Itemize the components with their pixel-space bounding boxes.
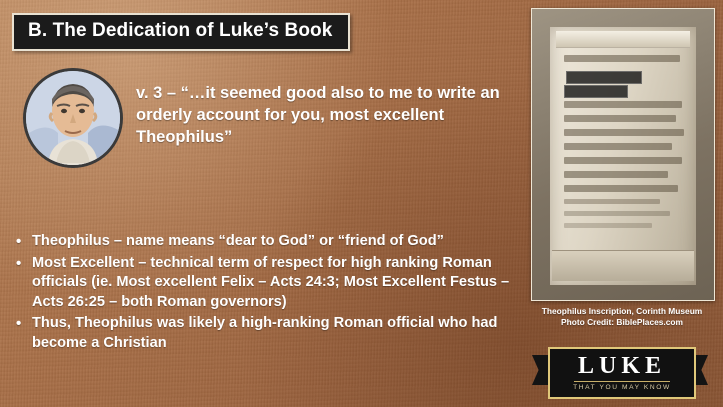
inscription-line (564, 211, 670, 216)
list-item-text: Thus, Theophilus was likely a high-ranking Roman official who had become a Christian (32, 315, 498, 351)
bullet-marker-icon: • (16, 315, 22, 333)
theophilus-portrait-avatar (23, 68, 123, 168)
inscription-line (564, 129, 684, 136)
inscription-stone (550, 27, 696, 285)
inscription-line (564, 223, 652, 228)
verse-text: v. 3 – “…it seemed good also to me to write an orderly account for you, most excellent Theophilus” (136, 84, 500, 146)
logo-divider (574, 381, 670, 382)
inscription-line (564, 157, 682, 164)
inscription-line (564, 171, 668, 178)
photo-panel (531, 8, 713, 329)
logo-title: LUKE (577, 353, 666, 380)
stone-cap (556, 31, 690, 48)
page-title: B. The Dedication of Luke’s Book (28, 20, 333, 41)
stone-base (552, 250, 694, 281)
logo-subtitle: THAT YOU MAY KNOW (573, 384, 671, 392)
list-item (16, 314, 528, 353)
slide-title-banner (12, 13, 350, 51)
inscription-line (564, 185, 678, 192)
bullet-list (16, 232, 528, 355)
luke-series-logo (532, 341, 708, 403)
list-item (16, 254, 528, 312)
list-item (16, 232, 528, 252)
inscription-line (564, 55, 680, 62)
theophilus-inscription-photo (531, 8, 715, 301)
inscription-line (564, 101, 682, 108)
photo-caption-line-1: Theophilus Inscription, Corinth Museum (541, 306, 703, 316)
bullet-marker-icon: • (16, 254, 22, 272)
list-item-text: Most Excellent – technical term of respect for high ranking Roman officials (ie. Most excellent Felix – Acts 24:3; Most Excellent Festus – Acts 26:25 – both Roman governors) (32, 254, 510, 310)
inscription-line (564, 143, 672, 150)
inscription-highlight-box (566, 71, 642, 84)
photo-caption (531, 306, 713, 329)
inscription-line (564, 199, 660, 204)
list-item-text: Theophilus – name means “dear to God” or “friend of God” (32, 233, 444, 249)
inscription-line (564, 115, 676, 122)
inscription-highlight-box-secondary (564, 85, 628, 98)
portrait-illustration (26, 71, 120, 165)
logo-box (548, 347, 696, 399)
photo-caption-line-2: Photo Credit: BiblePlaces.com (561, 317, 683, 328)
bullet-marker-icon: • (16, 233, 22, 250)
